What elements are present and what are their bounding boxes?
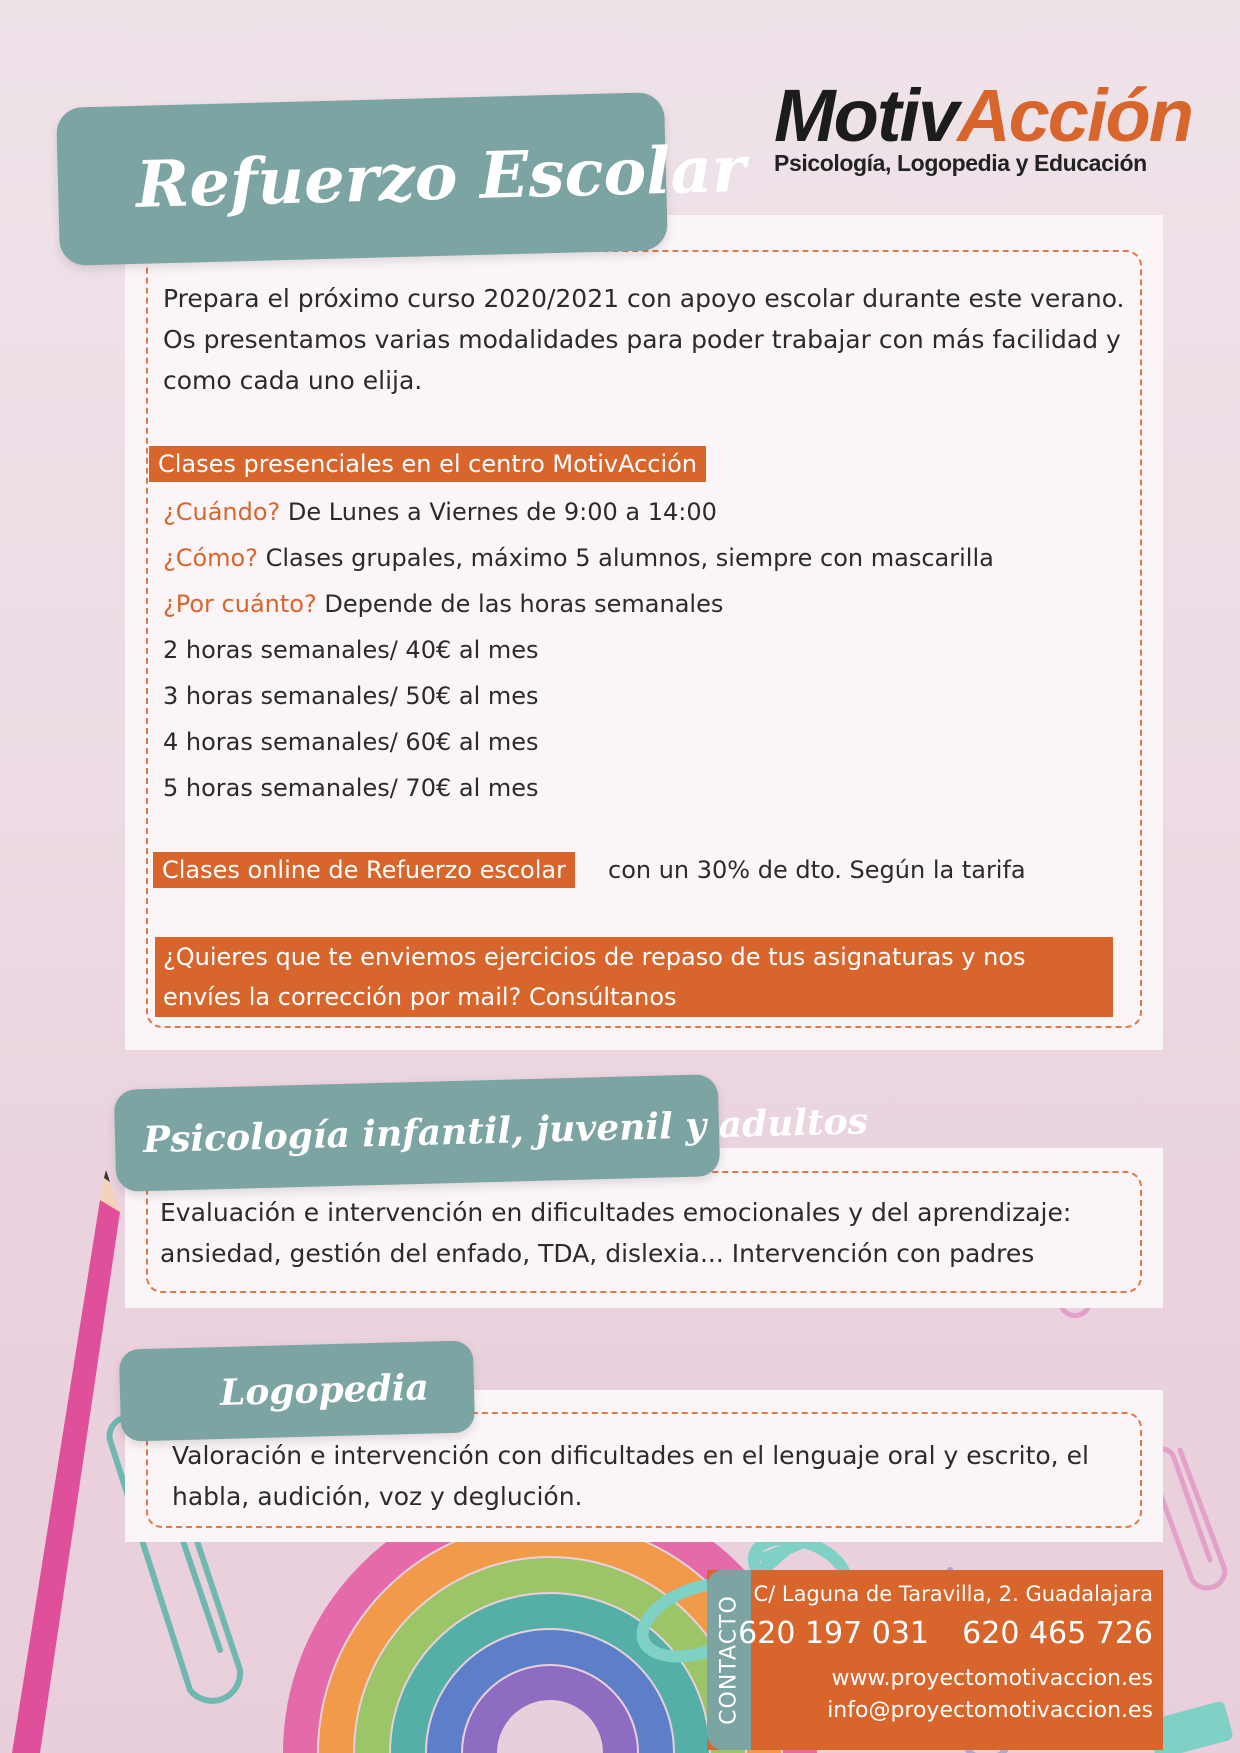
logopedia-title-banner [119,1340,475,1441]
cuando-answer: De Lunes a Viernes de 9:00 a 14:00 [280,498,717,526]
logopedia-title: Logopedia [219,1366,430,1415]
como-answer: Clases grupales, máximo 5 alumnos, siempre con mascarilla [257,544,994,572]
ejercicios-callout: ¿Quieres que te enviemos ejercicios de repaso de tus asignaturas y nos envíes la corrección por mail? Consúltanos [155,937,1113,1017]
tarifa-item: 3 horas semanales/ 50€ al mes [163,682,539,710]
logo-subtitle: Psicología, Logopedia y Educación [774,150,1147,176]
refuerzo-title: Refuerzo Escolar [135,131,747,223]
contact-web-link[interactable]: www.proyectomotivaccion.es [831,1666,1153,1691]
contact-tab-label: CONTACTO [716,1595,742,1725]
psicologia-title-banner [114,1074,869,1192]
tarifa-item: 2 horas semanales/ 40€ al mes [163,636,539,664]
contact-tab [707,1570,751,1750]
cuanto-line [163,586,723,622]
online-text: con un 30% de dto. Según la tarifa [608,856,1026,884]
pencil-icon [12,1170,120,1753]
cuanto-question: ¿Por cuánto? [163,590,317,618]
cuanto-answer: Depende de las horas semanales [316,590,724,618]
contact-phone-1[interactable]: 620 197 031 [738,1616,929,1651]
refuerzo-title-banner [56,92,747,266]
presenciales-label: Clases presenciales en el centro MotivAcción [149,446,706,482]
como-line [163,540,994,576]
logo-wordmark [774,76,1204,156]
cuando-line [163,494,717,530]
online-label: Clases online de Refuerzo escolar [153,852,575,888]
como-question: ¿Cómo? [163,544,258,572]
contact-box [707,1570,1163,1750]
brand-logo [774,76,1204,177]
logopedia-text: Valoración e intervención con dificultades en el lenguaje oral y escrito, el habla, audición, voz y deglución. [172,1441,1089,1511]
contact-address: C/ Laguna de Taravilla, 2. Guadalajara [753,1582,1153,1606]
tarifa-item: 4 horas semanales/ 60€ al mes [163,728,539,756]
psicologia-title: Psicología infantil, juvenil y adultos [142,1100,869,1162]
contact-email-link[interactable]: info@proyectomotivaccion.es [827,1698,1153,1723]
refuerzo-intro: Prepara el próximo curso 2020/2021 con apoyo escolar durante este verano. Os presentamos varias modalidades para poder trabajar con más facilidad y como cada uno elija. [163,284,1125,395]
tarifa-item: 5 horas semanales/ 70€ al mes [163,774,539,802]
psicologia-text: Evaluación e intervención en dificultades emocionales y del aprendizaje: ansiedad, gestión del enfado, TDA, dislexia... Intervención con padres [160,1198,1072,1268]
cuando-question: ¿Cuándo? [163,498,281,526]
logo-part-1: Motiv [774,74,958,157]
logo-part-2: Acción [957,74,1192,157]
contact-phone-2[interactable]: 620 465 726 [962,1616,1153,1651]
